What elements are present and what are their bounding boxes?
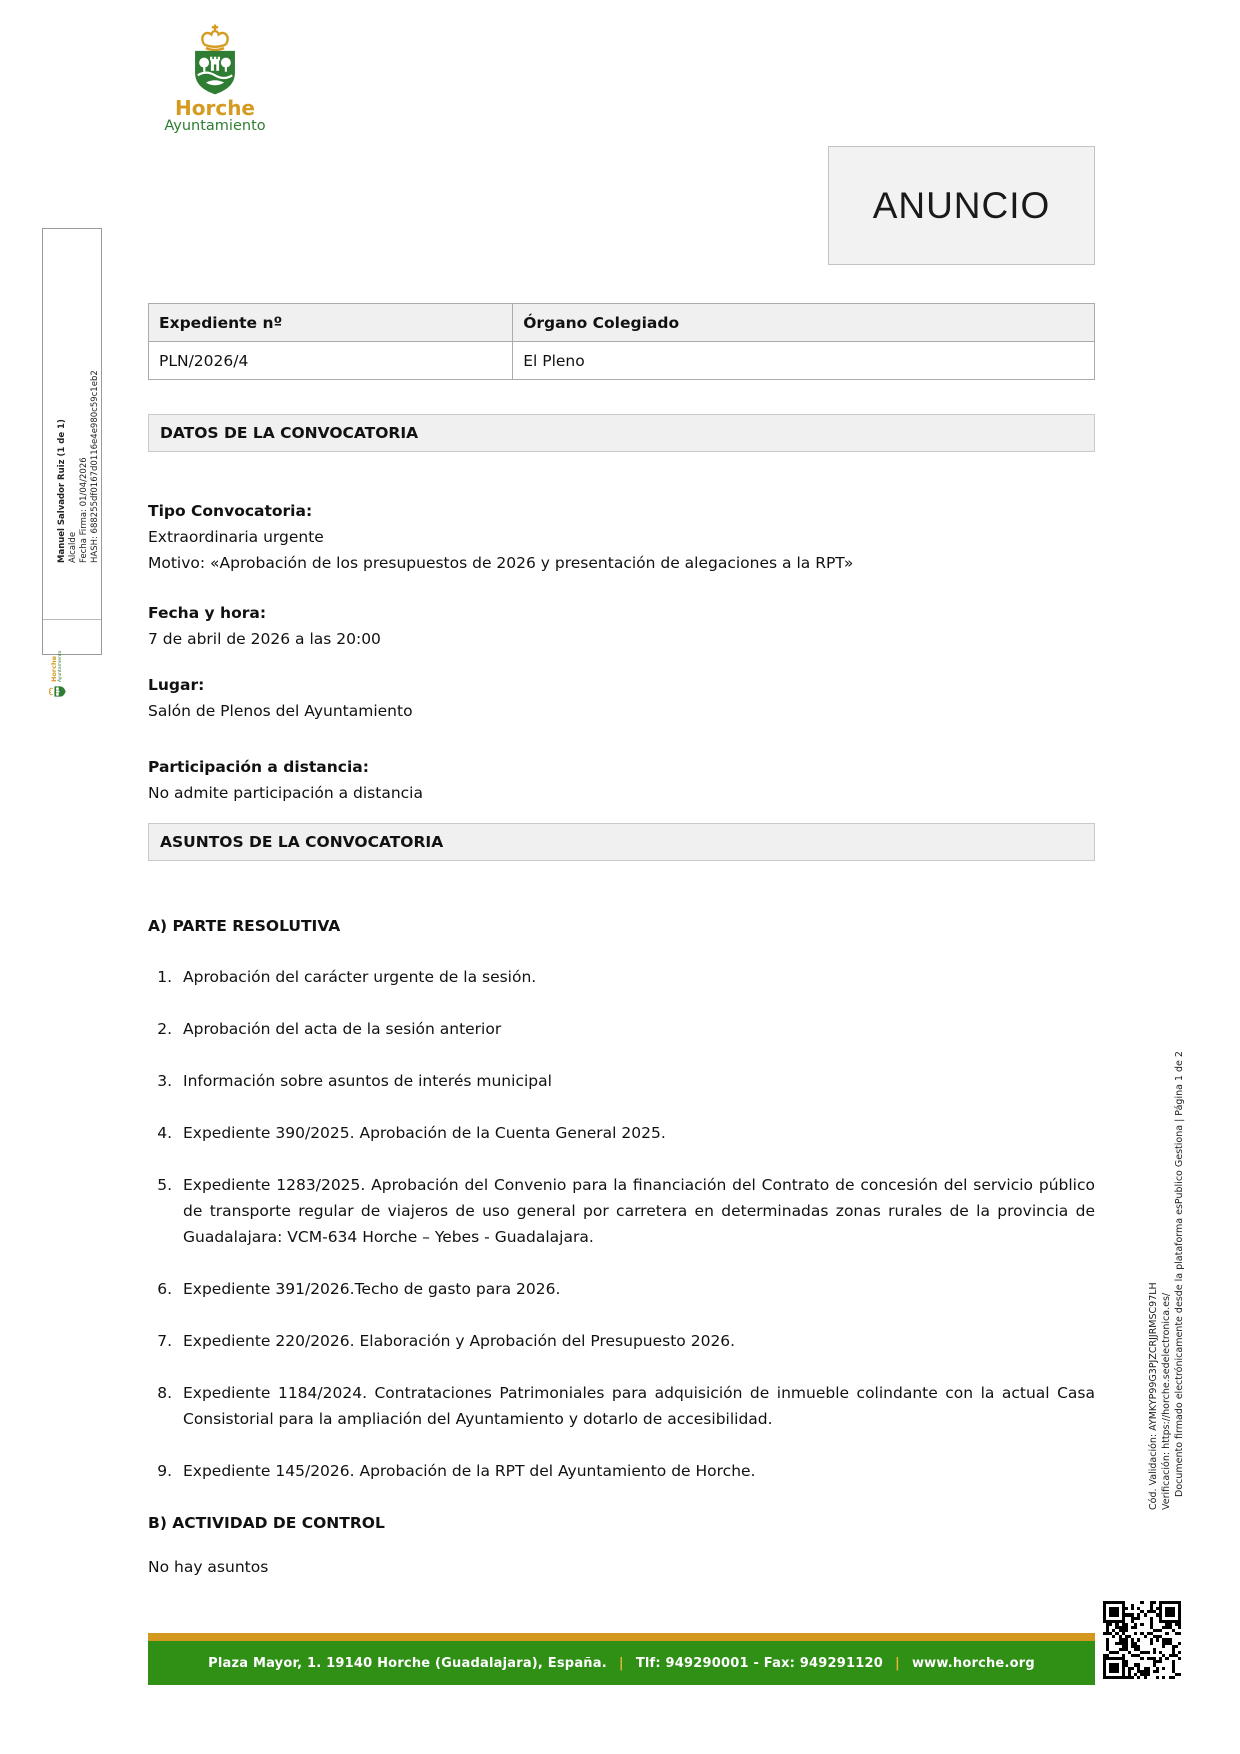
- signer-name: Manuel Salvador Ruiz (1 de 1): [57, 419, 67, 563]
- logo-name: Horche: [175, 96, 255, 120]
- asunto-text: Expediente 1283/2025. Aprobación del Convenio para la financiación del Contrato de concesión del servicio público de transporte regular de viajeros de uso general por carretera en determinadas zonas rurales de la provincia de Guadalajara: VCM-634 Horche – Yebes - Guadalajara.: [183, 1176, 1095, 1246]
- field-value: Extraordinaria urgente: [148, 528, 324, 546]
- qr-code: [1100, 1598, 1184, 1682]
- asunto-text: Información sobre asuntos de interés municipal: [183, 1072, 552, 1090]
- signature-divider: [43, 619, 101, 620]
- signed-platform-text: Documento firmado electrónicamente desde la plataforma esPublico Gestiona | Página 1 de 2: [1174, 1051, 1185, 1497]
- mini-logo-subtitle: Ayuntamiento: [57, 650, 63, 682]
- asunto-item: [148, 964, 1095, 990]
- validation-code-text: Cód. Validación: AYMKYP99G3PJZCRJJRMSC97LH: [1148, 1282, 1159, 1510]
- datos-field: [148, 672, 1095, 724]
- verification-url-text: Verificación: https://horche.sedelectronica.es/: [1161, 1292, 1172, 1510]
- organo-header-cell: Órgano Colegiado: [513, 304, 1095, 342]
- signer-role: Alcalde: [68, 531, 78, 563]
- datos-field: [148, 498, 1095, 576]
- datos-field: [148, 600, 1095, 652]
- field-value: No admite participación a distancia: [148, 784, 423, 802]
- asunto-number: 7.: [157, 1332, 172, 1350]
- page-footer: [148, 1633, 1095, 1685]
- footer-separator: |: [894, 1655, 900, 1671]
- asunto-number: 6.: [157, 1280, 172, 1298]
- footer-phone: Tlf: 949290001 - Fax: 949291120: [635, 1655, 883, 1671]
- signature-mini-logo: [47, 649, 66, 699]
- signature-text: [57, 370, 101, 563]
- asunto-text: Expediente 145/2026. Aprobación de la RPT del Ayuntamiento de Horche.: [183, 1462, 756, 1480]
- document-body: [148, 0, 1095, 1580]
- footer-address: Plaza Mayor, 1. 19140 Horche (Guadalajara), España.: [208, 1655, 607, 1671]
- field-label: Tipo Convocatoria:: [148, 502, 313, 520]
- datos-section-header: DATOS DE LA CONVOCATORIA: [148, 414, 1095, 452]
- asunto-number: 2.: [157, 1020, 172, 1038]
- field-label: Lugar:: [148, 676, 205, 694]
- asunto-text: Expediente 391/2026.Techo de gasto para 2026.: [183, 1280, 561, 1298]
- asunto-text: Expediente 390/2025. Aprobación de la Cuenta General 2025.: [183, 1124, 666, 1142]
- field-label: Participación a distancia:: [148, 758, 369, 776]
- asuntos-section-header: ASUNTOS DE LA CONVOCATORIA: [148, 823, 1095, 861]
- datos-fields: [148, 498, 1095, 806]
- footer-separator: |: [618, 1655, 624, 1671]
- asunto-item: [148, 1380, 1095, 1432]
- actividad-control-title: B) ACTIVIDAD DE CONTROL: [148, 1514, 385, 1532]
- asunto-text: Aprobación del acta de la sesión anterior: [183, 1020, 502, 1038]
- field-label: Fecha y hora:: [148, 604, 267, 622]
- asunto-item: [148, 1120, 1095, 1146]
- signature-date: Fecha Firma: 01/04/2026: [79, 457, 89, 563]
- signature-hash: HASH: 688255df0167d0116e4e980c59c1eb2: [90, 370, 100, 563]
- horche-shield-mini-icon: [47, 684, 66, 699]
- field-value: Motivo: «Aprobación de los presupuestos de 2026 y presentación de alegaciones a la RPT»: [148, 554, 854, 572]
- asunto-number: 3.: [157, 1072, 172, 1090]
- signature-stamp-box: [42, 228, 102, 682]
- organo-value-cell: El Pleno: [513, 342, 1095, 380]
- expediente-table: [148, 303, 1095, 380]
- anuncio-title: ANUNCIO: [872, 184, 1051, 226]
- logo-subtitle: Ayuntamiento: [164, 118, 266, 134]
- asunto-item: [148, 1016, 1095, 1042]
- expediente-header-cell: Expediente nº: [149, 304, 513, 342]
- asunto-number: 4.: [157, 1124, 172, 1142]
- field-value: Salón de Plenos del Ayuntamiento: [148, 702, 413, 720]
- asunto-text: Aprobación del carácter urgente de la sesión.: [183, 968, 537, 986]
- mini-logo-name: Horche: [49, 656, 58, 682]
- expediente-value-cell: PLN/2026/4: [149, 342, 513, 380]
- asunto-number: 5.: [157, 1176, 172, 1194]
- asunto-item: [148, 1068, 1095, 1094]
- expediente-table-header-row: [149, 304, 1095, 342]
- asunto-item: [148, 1276, 1095, 1302]
- datos-field: [148, 754, 1095, 806]
- footer-website[interactable]: www.horche.org: [911, 1655, 1035, 1671]
- asunto-item: [148, 1328, 1095, 1354]
- asunto-text: Expediente 220/2026. Elaboración y Aprobación del Presupuesto 2026.: [183, 1332, 736, 1350]
- expediente-table-data-row: [149, 342, 1095, 380]
- asunto-number: 8.: [157, 1384, 172, 1402]
- asuntos-list: [148, 964, 1095, 1484]
- field-value: 7 de abril de 2026 a las 20:00: [148, 630, 381, 648]
- asunto-item: [148, 1458, 1095, 1484]
- footer-gold-strip: [148, 1633, 1095, 1641]
- asunto-item: [148, 1172, 1095, 1250]
- asunto-text: Expediente 1184/2024. Contrataciones Patrimoniales para adquisición de inmueble colindante con la actual Casa Consistorial para la ampliación del Ayuntamiento y dotarlo de accesibilidad.: [183, 1384, 1095, 1428]
- actividad-control-body: No hay asuntos: [148, 1558, 269, 1576]
- asunto-number: 9.: [157, 1462, 172, 1480]
- parte-resolutiva-title: A) PARTE RESOLUTIVA: [148, 917, 341, 935]
- footer-bar: [148, 1641, 1095, 1685]
- asunto-number: 1.: [157, 968, 172, 986]
